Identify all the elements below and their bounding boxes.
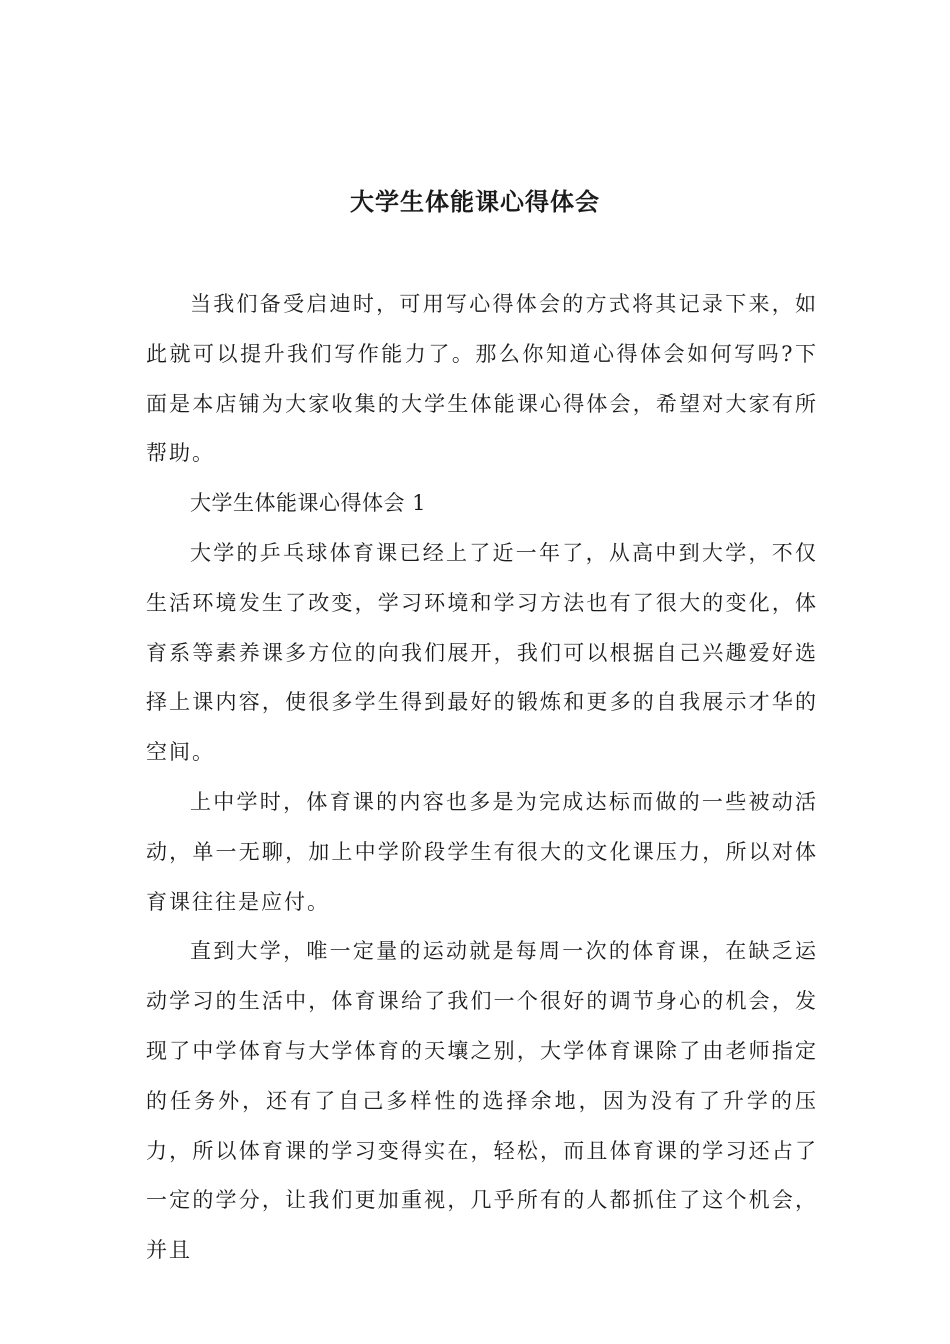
- document-body: [146, 280, 818, 1276]
- document-title: 大学生体能课心得体会: [350, 187, 600, 216]
- body-paragraph: 上中学时，体育课的内容也多是为完成达标而做的一些被动活动，单一无聊，加上中学阶段学生有很大的文化课压力，所以对体育课往往是应付。: [146, 789, 818, 914]
- body-paragraph: 大学的乒乓球体育课已经上了近一年了，从高中到大学，不仅生活环境发生了改变，学习环境和学习方法也有了很大的变化，体育系等素养课多方位的向我们展开，我们可以根据自己兴趣爱好选择上课内容，使很多学生得到最好的锻炼和更多的自我展示才华的空间。: [146, 540, 818, 765]
- intro-paragraph: 当我们备受启迪时，可用写心得体会的方式将其记录下来，如此就可以提升我们写作能力了。那么你知道心得体会如何写吗?下面是本店铺为大家收集的大学生体能课心得体会，希望对大家有所帮助。: [146, 292, 818, 466]
- section-heading: 大学生体能课心得体会 1: [190, 491, 427, 516]
- body-paragraph: 直到大学，唯一定量的运动就是每周一次的体育课，在缺乏运动学习的生活中，体育课给了我们一个很好的调节身心的机会，发现了中学体育与大学体育的天壤之别，大学体育课除了由老师指定的任务外，还有了自己多样性的选择余地，因为没有了升学的压力，所以体育课的学习变得实在，轻松，而且体育课的学习还占了一定的学分，让我们更加重视，几乎所有的人都抓住了这个机会，并且: [146, 939, 818, 1263]
